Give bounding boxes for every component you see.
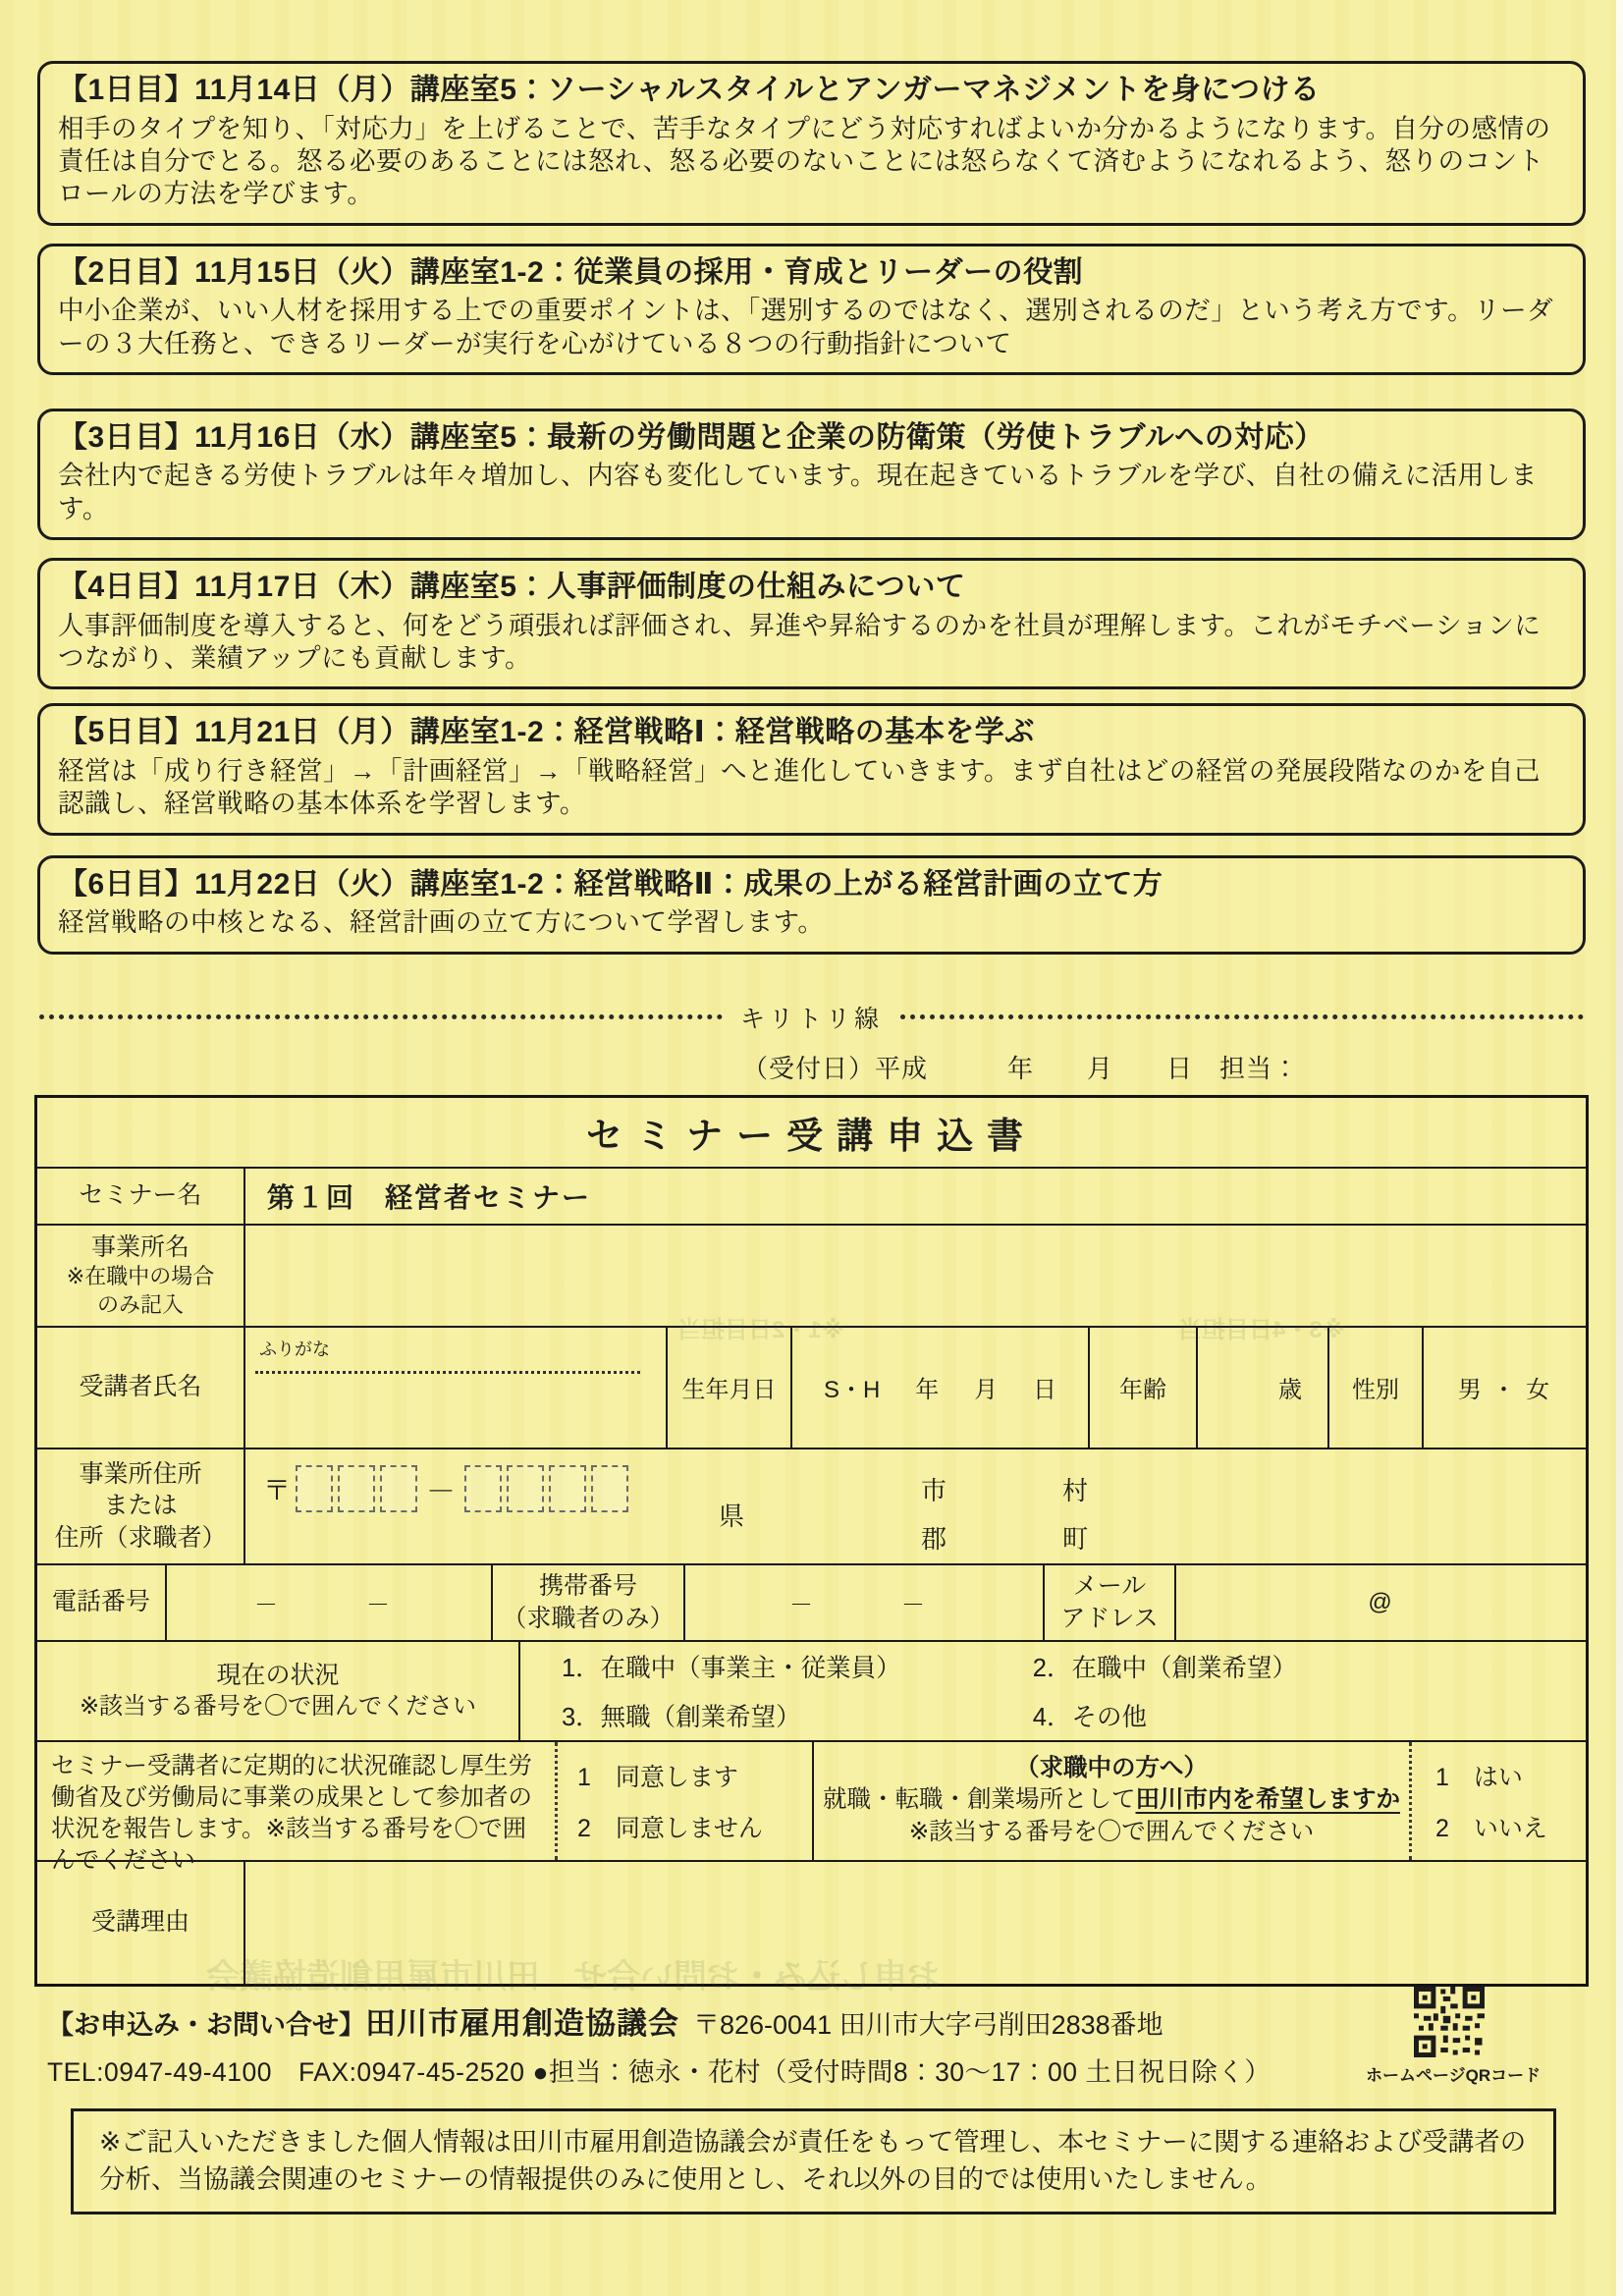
session-body: 経営戦略の中核となる、経営計画の立て方について学習します。: [58, 907, 825, 938]
postal-code-boxes: [263, 1465, 628, 1512]
mobile-label: [491, 1565, 683, 1640]
phone-field: － －: [165, 1565, 491, 1640]
cut-line: [39, 1000, 1584, 1035]
session-title: 【3日目】11月16日（水）講座室5：最新の労働問題と企業の防衛策（労使トラブルへの対応）: [58, 420, 1325, 454]
mobile-label-line2: （求職者のみ）: [502, 1604, 675, 1632]
cut-line-label: キリトリ線: [740, 1005, 884, 1033]
session-body: 経営は「成り行き経営」→「計画経営」→「戦略経営」へと進化していきます。まず自社はどの経営の発展段階なのかを自己認識し、経営戦略の基本体系を学習します。: [58, 755, 1541, 819]
form-title-row: [37, 1098, 1586, 1167]
seminar-name-row: [37, 1167, 1586, 1224]
gender-field: 男 ・ 女: [1422, 1328, 1586, 1448]
jobseeker-option-yes: 1 はい: [1435, 1763, 1523, 1791]
jobseeker-question: [812, 1742, 1409, 1860]
session-title: 【6日目】11月22日（火）講座室1-2：経営戦略Ⅱ：成果の上がる経営計画の立て方: [58, 867, 1163, 901]
seminar-name-value: 第１回 経営者セミナー: [243, 1169, 1586, 1224]
jobseeker-question-prefix: 就職・転職・創業場所として: [823, 1786, 1136, 1814]
session-box-day4: [37, 558, 1586, 689]
email-label-line2: アドレス: [1060, 1604, 1159, 1632]
applicant-name-field: [243, 1328, 666, 1448]
town-suffix: 町: [1062, 1523, 1089, 1554]
village-suffix: 村: [1062, 1475, 1089, 1505]
age-label: 年齢: [1088, 1328, 1196, 1448]
session-title: 【1日目】11月14日（月）講座室5：ソーシャルスタイルとアンガーマネジメントを身につける: [58, 74, 1321, 106]
office-name-label: [37, 1226, 243, 1326]
consent-row: [37, 1740, 1586, 1875]
session-body: 相手のタイプを知り、「対応力」を上げることで、苦手なタイプにどう対応すればよいか分かるようになります。自分の感情の責任は自分でとる。怒る必要のあることには怒れ、怒る必要のないことには怒らなくて済むようになれるよう、怒りのコントロールの方法を学びます。: [58, 113, 1551, 209]
birthdate-label: 生年月日: [666, 1328, 790, 1448]
postal-mark: 〒: [263, 1474, 292, 1505]
furigana-dotted-line: [255, 1371, 640, 1374]
session-body: 会社内で起きる労使トラブルは年々増加し、内容も変化しています。現在起きているトラブルを学び、自社の備えに活用します。: [58, 461, 1538, 523]
postal-digit-box: [591, 1465, 628, 1512]
current-status-row: [37, 1640, 1586, 1740]
consent-options: [555, 1742, 812, 1860]
office-name-row: [37, 1224, 1586, 1326]
reason-label: 受講理由: [90, 1908, 189, 1937]
current-status-label: [37, 1642, 518, 1740]
consent-option-disagree: 2 同意しません: [577, 1814, 763, 1842]
jobseeker-options: [1409, 1742, 1586, 1860]
bleedthrough-text: ※1・2日目担当: [677, 1317, 845, 1343]
month-unit: 月: [974, 1377, 999, 1403]
day-unit: 日: [1033, 1377, 1057, 1403]
session-title: 【2日目】11月15日（火）講座室1-2：従業員の採用・育成とリーダーの役割: [58, 255, 1084, 289]
session-body: 中小企業が、いい人材を採用する上での重要ポイントは、「選別するのではなく、選別されるのだ」という考え方です。リーダーの３大任務と、できるリーダーが実行を心がけている８つの行動指針について: [58, 296, 1554, 358]
year-unit: 年: [915, 1377, 940, 1403]
session-box-day3: [37, 409, 1586, 540]
postal-digit-box: [549, 1465, 586, 1512]
office-label-line2: ※在職中の場合: [66, 1264, 215, 1289]
status-label-line1: 現在の状況: [216, 1661, 340, 1689]
era-mark: S・H: [823, 1377, 881, 1403]
bleedthrough-text: ※3・4日目担当: [1178, 1317, 1346, 1343]
village-town-suffix: [1062, 1471, 1088, 1556]
postal-digit-box: [296, 1465, 333, 1512]
birthdate-field: [790, 1328, 1088, 1448]
postal-digit-box: [507, 1465, 544, 1512]
reason-field: [243, 1862, 1586, 1984]
age-unit: 歳: [1278, 1377, 1302, 1403]
current-status-options: [518, 1642, 1586, 1740]
cut-line-dots: [900, 1014, 1584, 1019]
session-body: 人事評価制度を導入すると、何をどう頑張れば評価され、昇進や昇給するのかを社員が理解します。これがモチベーションにつながり、業績アップにも貢献します。: [58, 610, 1542, 673]
county-suffix: 郡: [921, 1523, 947, 1554]
contact-label: 【お申込み・お問い合せ】: [47, 2009, 365, 2040]
phone-label: 電話番号: [51, 1588, 150, 1616]
qr-code: [1414, 1987, 1485, 2057]
scan-edge-artifact: [1616, 0, 1623, 2296]
footer-contact: [47, 1998, 1584, 2089]
session-box-day6: [37, 855, 1586, 955]
postal-digit-box: [464, 1465, 502, 1512]
session-title: 【4日目】11月17日（木）講座室5：人事評価制度の仕組みについて: [58, 571, 966, 604]
office-label-line1: 事業所名: [90, 1232, 189, 1261]
footer-tel-line: TEL:0947-49-4100 FAX:0947-45-2520 ●担当：徳永・花村（受付時間8：30～17：00 土日祝日除く）: [47, 2056, 1271, 2087]
jobseeker-option-no: 2 いいえ: [1435, 1814, 1547, 1842]
organization-address: 〒826-0041 田川市大字弓削田2838番地: [693, 2009, 1163, 2040]
age-field: [1196, 1328, 1327, 1448]
qr-code-label: ホームページQRコード: [1366, 2065, 1542, 2085]
email-label-line1: メール: [1072, 1572, 1147, 1600]
city-county-suffix: [921, 1471, 947, 1556]
consent-statement: セミナー受講者に定期的に状況確認し厚生労働省及び労働局に事業の成果として参加者の状況を報告します。※該当する番号を〇で囲んでください: [51, 1752, 532, 1875]
status-option-1: 1．在職中（事業主・従業員）: [562, 1654, 901, 1682]
gender-label: 性別: [1327, 1328, 1422, 1448]
address-label-line2: または: [103, 1492, 178, 1520]
office-name-field: [243, 1226, 1586, 1326]
status-option-2: 2．在職中（創業希望）: [1032, 1654, 1297, 1682]
consent-option-agree: 1 同意します: [577, 1763, 738, 1791]
jobseeker-note: ※該当する番号を〇で囲んでください: [908, 1818, 1315, 1845]
applicant-name-label: 受講者氏名: [79, 1373, 202, 1401]
cut-line-dots: [39, 1014, 723, 1019]
postal-digit-box: [338, 1465, 375, 1512]
reason-row: [37, 1860, 1586, 1984]
address-field: [243, 1449, 1586, 1563]
application-form-table: [34, 1095, 1589, 1987]
session-box-day2: [37, 244, 1586, 375]
applicant-row: [37, 1326, 1586, 1448]
organization-name: 田川市雇用創造協議会: [365, 2005, 679, 2041]
address-label: [37, 1449, 243, 1563]
session-box-day5: [37, 703, 1586, 835]
session-box-day1: [37, 61, 1586, 226]
postal-digit-box: [380, 1465, 417, 1512]
address-label-line1: 事業所住所: [79, 1459, 202, 1488]
status-option-3: 3．無職（創業希望）: [562, 1703, 801, 1731]
postal-hyphen: －: [426, 1475, 457, 1508]
seminar-name-label: セミナー名: [79, 1181, 202, 1210]
jobseeker-question-underlined: 田川市内を希望しますか: [1135, 1786, 1400, 1814]
phone-row: [37, 1563, 1586, 1640]
privacy-notice: ※ご記入いただきました個人情報は田川市雇用創造協議会が責任をもって管理し、本セミナーに関する連絡および受講者の分析、当協議会関連のセミナーの情報提供のみに使用とし、それ以外の目的では使用いたしません。: [71, 2108, 1556, 2215]
office-label-line3: のみ記入: [96, 1291, 184, 1317]
bleedthrough-text: お申し込み・お問い合せ 田川市雇用創造協議会: [206, 1958, 941, 1995]
status-option-4: 4．その他: [1032, 1703, 1147, 1731]
email-field: @: [1174, 1565, 1586, 1640]
email-label: [1043, 1565, 1174, 1640]
receipt-date-line: （受付日）平成 年 月 日 担当：: [741, 1053, 1299, 1083]
address-label-line3: 住所（求職者）: [54, 1523, 227, 1552]
address-row: [37, 1448, 1586, 1563]
prefecture-suffix: 県: [719, 1501, 745, 1531]
city-suffix: 市: [921, 1475, 947, 1505]
jobseeker-question-line: [823, 1784, 1400, 1816]
form-title: セミナー受講申込書: [586, 1115, 1037, 1156]
session-title: 【5日目】11月21日（月）講座室1-2：経営戦略Ⅰ：経営戦略の基本を学ぶ: [58, 716, 1035, 749]
mobile-label-line1: 携帯番号: [538, 1572, 637, 1600]
furigana-label: ふりがな: [259, 1339, 330, 1359]
qr-code-block: [1366, 1987, 1542, 2086]
footer-line1: [47, 1998, 1584, 2043]
jobseeker-heading: （求職中の方へ）: [1015, 1755, 1208, 1781]
mobile-field: － －: [683, 1565, 1043, 1640]
status-label-line2: ※該当する番号を〇で囲んでください: [79, 1693, 477, 1721]
